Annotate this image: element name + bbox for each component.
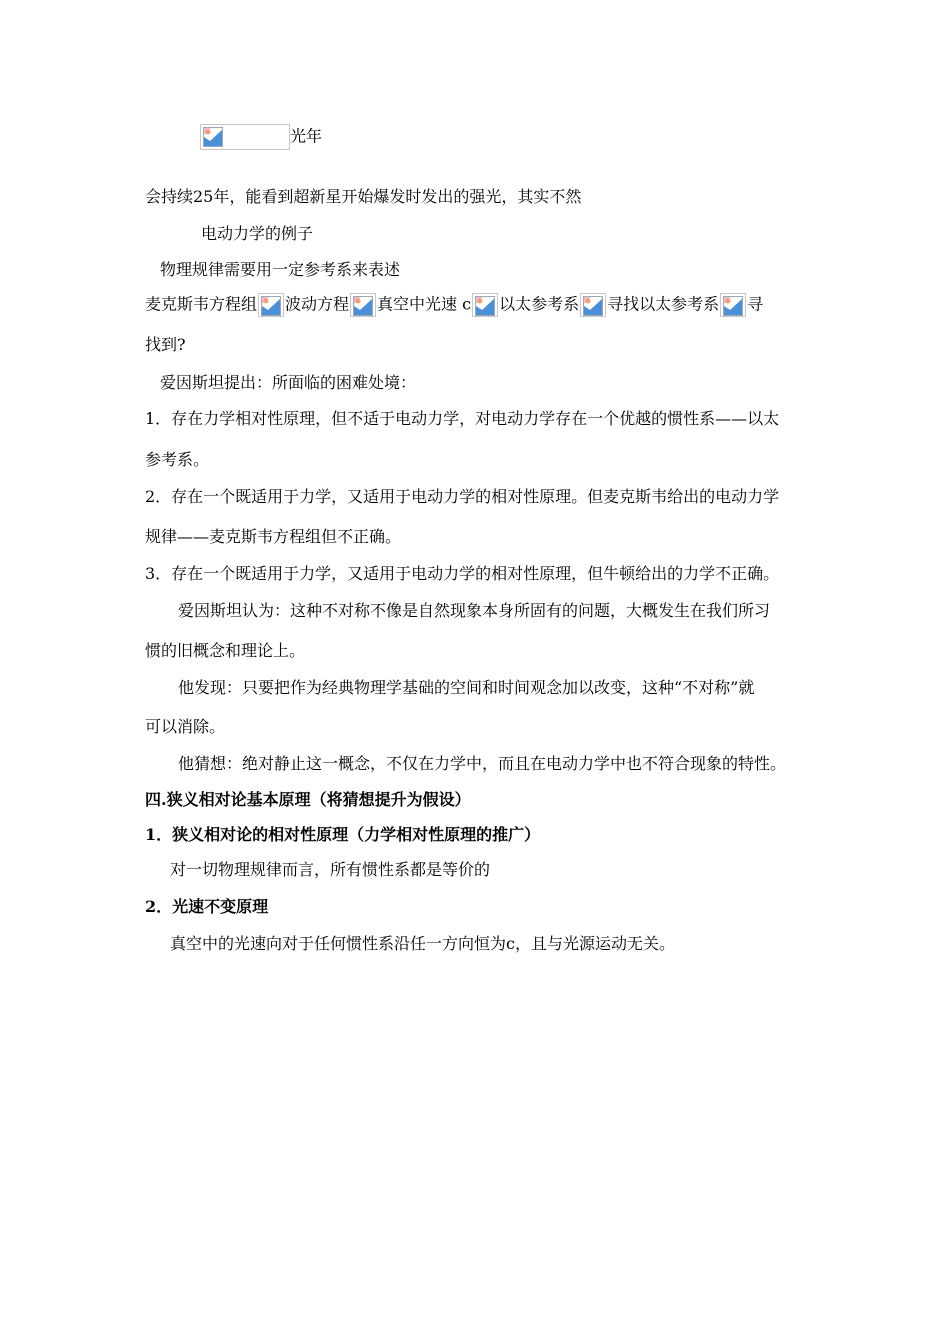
paragraph-line: 可以消除。 — [145, 717, 226, 736]
section-heading: 四.狭义相对论基本原理（将猜想提升为假设） — [145, 790, 471, 809]
subsection-heading: 2．光速不变原理 — [145, 897, 269, 916]
list-item-3: 3．存在一个既适用于力学，又适用于电动力学的相对性原理，但牛顿给出的力学不正确。 — [145, 564, 780, 583]
paragraph-line: 惯的旧概念和理论上。 — [145, 641, 306, 660]
paragraph-line: 电动力学的例子 — [201, 224, 314, 243]
paragraph-line: 爱因斯坦提出：所面临的困难处境： — [160, 373, 417, 392]
paragraph-line: 会持续25年，能看到超新星开始爆发时发出的强光，其实不然 — [145, 187, 582, 206]
light-year-text: 光年 — [290, 126, 323, 146]
paragraph-line: 真空中的光速向对于任何惯性系沿任一方向恒为c，且与光源运动无关。 — [170, 934, 675, 953]
paragraph-line: 他发现：只要把作为经典物理学基础的空间和时间观念加以改变，这种“不对称”就 — [178, 678, 755, 697]
broken-image-icon — [200, 124, 290, 150]
paragraph-line: 规律——麦克斯韦方程组但不正确。 — [145, 527, 402, 546]
inline-text: 寻找以太参考系 — [607, 294, 720, 314]
equations-line — [145, 293, 763, 317]
broken-image-icon — [472, 293, 498, 317]
inline-text: 波动方程 — [285, 294, 350, 314]
list-item-1: 1．存在力学相对性原理，但不适于电动力学，对电动力学存在一个优越的惯性系——以太 — [145, 409, 780, 428]
broken-image-icon — [258, 293, 284, 317]
broken-image-icon — [580, 293, 606, 317]
line-light-year — [200, 124, 322, 150]
inline-text: 麦克斯韦方程组 — [145, 294, 258, 314]
list-item-2: 2．存在一个既适用于力学，又适用于电动力学的相对性原理。但麦克斯韦给出的电动力学 — [145, 487, 780, 506]
paragraph-line: 找到? — [145, 335, 186, 354]
inline-text: 以太参考系 — [499, 294, 580, 314]
broken-image-icon — [350, 293, 376, 317]
paragraph-line: 他猜想：绝对静止这一概念，不仅在力学中，而且在电动力学中也不符合现象的特性。 — [178, 754, 787, 773]
broken-image-icon — [720, 293, 746, 317]
paragraph-line: 对一切物理规律而言，所有惯性系都是等价的 — [170, 860, 491, 879]
subsection-heading: 1．狭义相对论的相对性原理（力学相对性原理的推广） — [145, 825, 541, 844]
paragraph-line: 物理规律需要用一定参考系来表述 — [160, 260, 401, 279]
inline-text: 真空中光速 c — [377, 294, 472, 314]
inline-text: 寻 — [747, 294, 764, 314]
paragraph-line: 爱因斯坦认为：这种不对称不像是自然现象本身所固有的问题，大概发生在我们所习 — [178, 601, 771, 620]
paragraph-line: 参考系。 — [145, 450, 210, 469]
